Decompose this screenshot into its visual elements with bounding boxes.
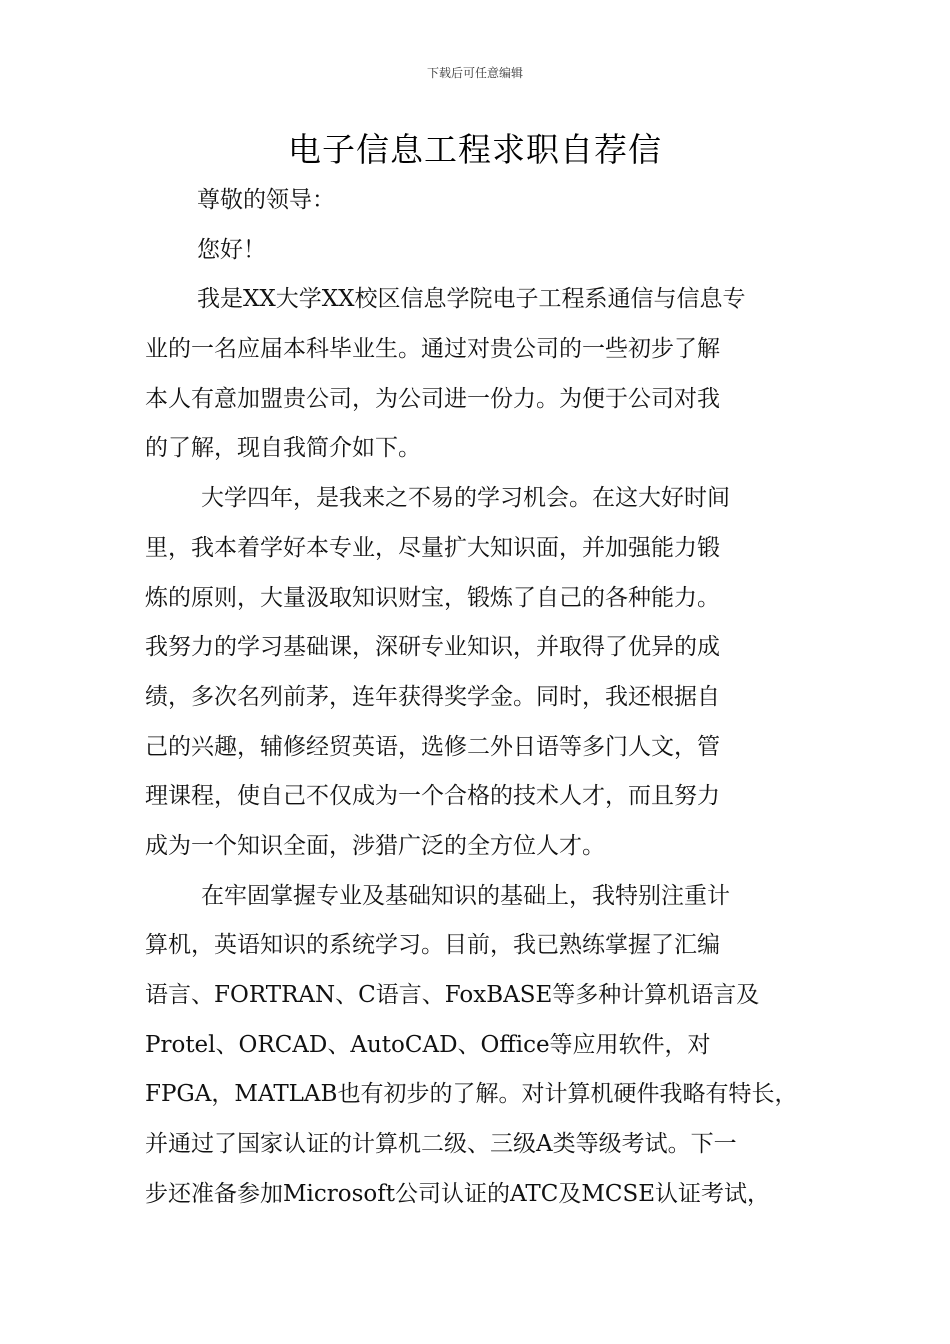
paragraph2-line: 我努力的学习基础课，深研专业知识，并取得了优异的成 [145, 634, 720, 661]
paragraph3-line: 算机，英语知识的系统学习。目前，我已熟练掌握了汇编 [145, 932, 720, 959]
paragraph3-line: FPGA，MATLAB也有初步的了解。对计算机硬件我略有特长， [145, 1081, 798, 1108]
paragraph2-line: 绩，多次名列前茅，连年获得奖学金。同时，我还根据自 [145, 683, 720, 710]
greeting: 您好！ [197, 236, 266, 263]
paragraph1-line: 的了解，现自我简介如下。 [145, 435, 421, 462]
paragraph2-line: 炼的原则，大量汲取知识财宝，锻炼了自己的各种能力。 [145, 584, 720, 611]
paragraph3-line: 并通过了国家认证的计算机二级、三级A类等级考试。下一 [145, 1131, 737, 1158]
page-header-note: 下载后可任意编辑 [426, 66, 523, 80]
paragraph1-line: 业的一名应届本科毕业生。通过对贵公司的一些初步了解 [145, 336, 720, 363]
paragraph2-line: 成为一个知识全面，涉猎广泛的全方位人才。 [145, 832, 605, 859]
paragraph2-line: 理课程，使自己不仅成为一个合格的技术人才，而且努力 [145, 783, 720, 810]
paragraph3-line: Protel、ORCAD、AutoCAD、Office等应用软件，对 [145, 1031, 711, 1058]
paragraph1-line: 本人有意加盟贵公司，为公司进一份力。为便于公司对我 [145, 385, 720, 412]
document-title: 电子信息工程求职自荐信 [288, 130, 662, 169]
paragraph2-line: 己的兴趣，辅修经贸英语，选修二外日语等多门人文，管 [145, 733, 720, 760]
paragraph3-line: 步还准备参加Microsoft公司认证的ATC及MCSE认证考试， [145, 1180, 771, 1207]
letter-body [145, 176, 807, 1219]
paragraph1-line: 我是XX大学XX校区信息学院电子工程系通信与信息专 [197, 286, 746, 313]
paragraph2-line: 大学四年，是我来之不易的学习机会。在这大好时间 [201, 485, 730, 512]
paragraph3-line: 在牢固掌握专业及基础知识的基础上，我特别注重计 [201, 882, 730, 909]
salutation: 尊敬的领导： [197, 187, 335, 213]
paragraph3-line: 语言、FORTRAN、C语言、FoxBASE等多种计算机语言及 [145, 982, 760, 1008]
paragraph2-line: 里，我本着学好本专业，尽量扩大知识面，并加强能力锻 [145, 534, 720, 561]
